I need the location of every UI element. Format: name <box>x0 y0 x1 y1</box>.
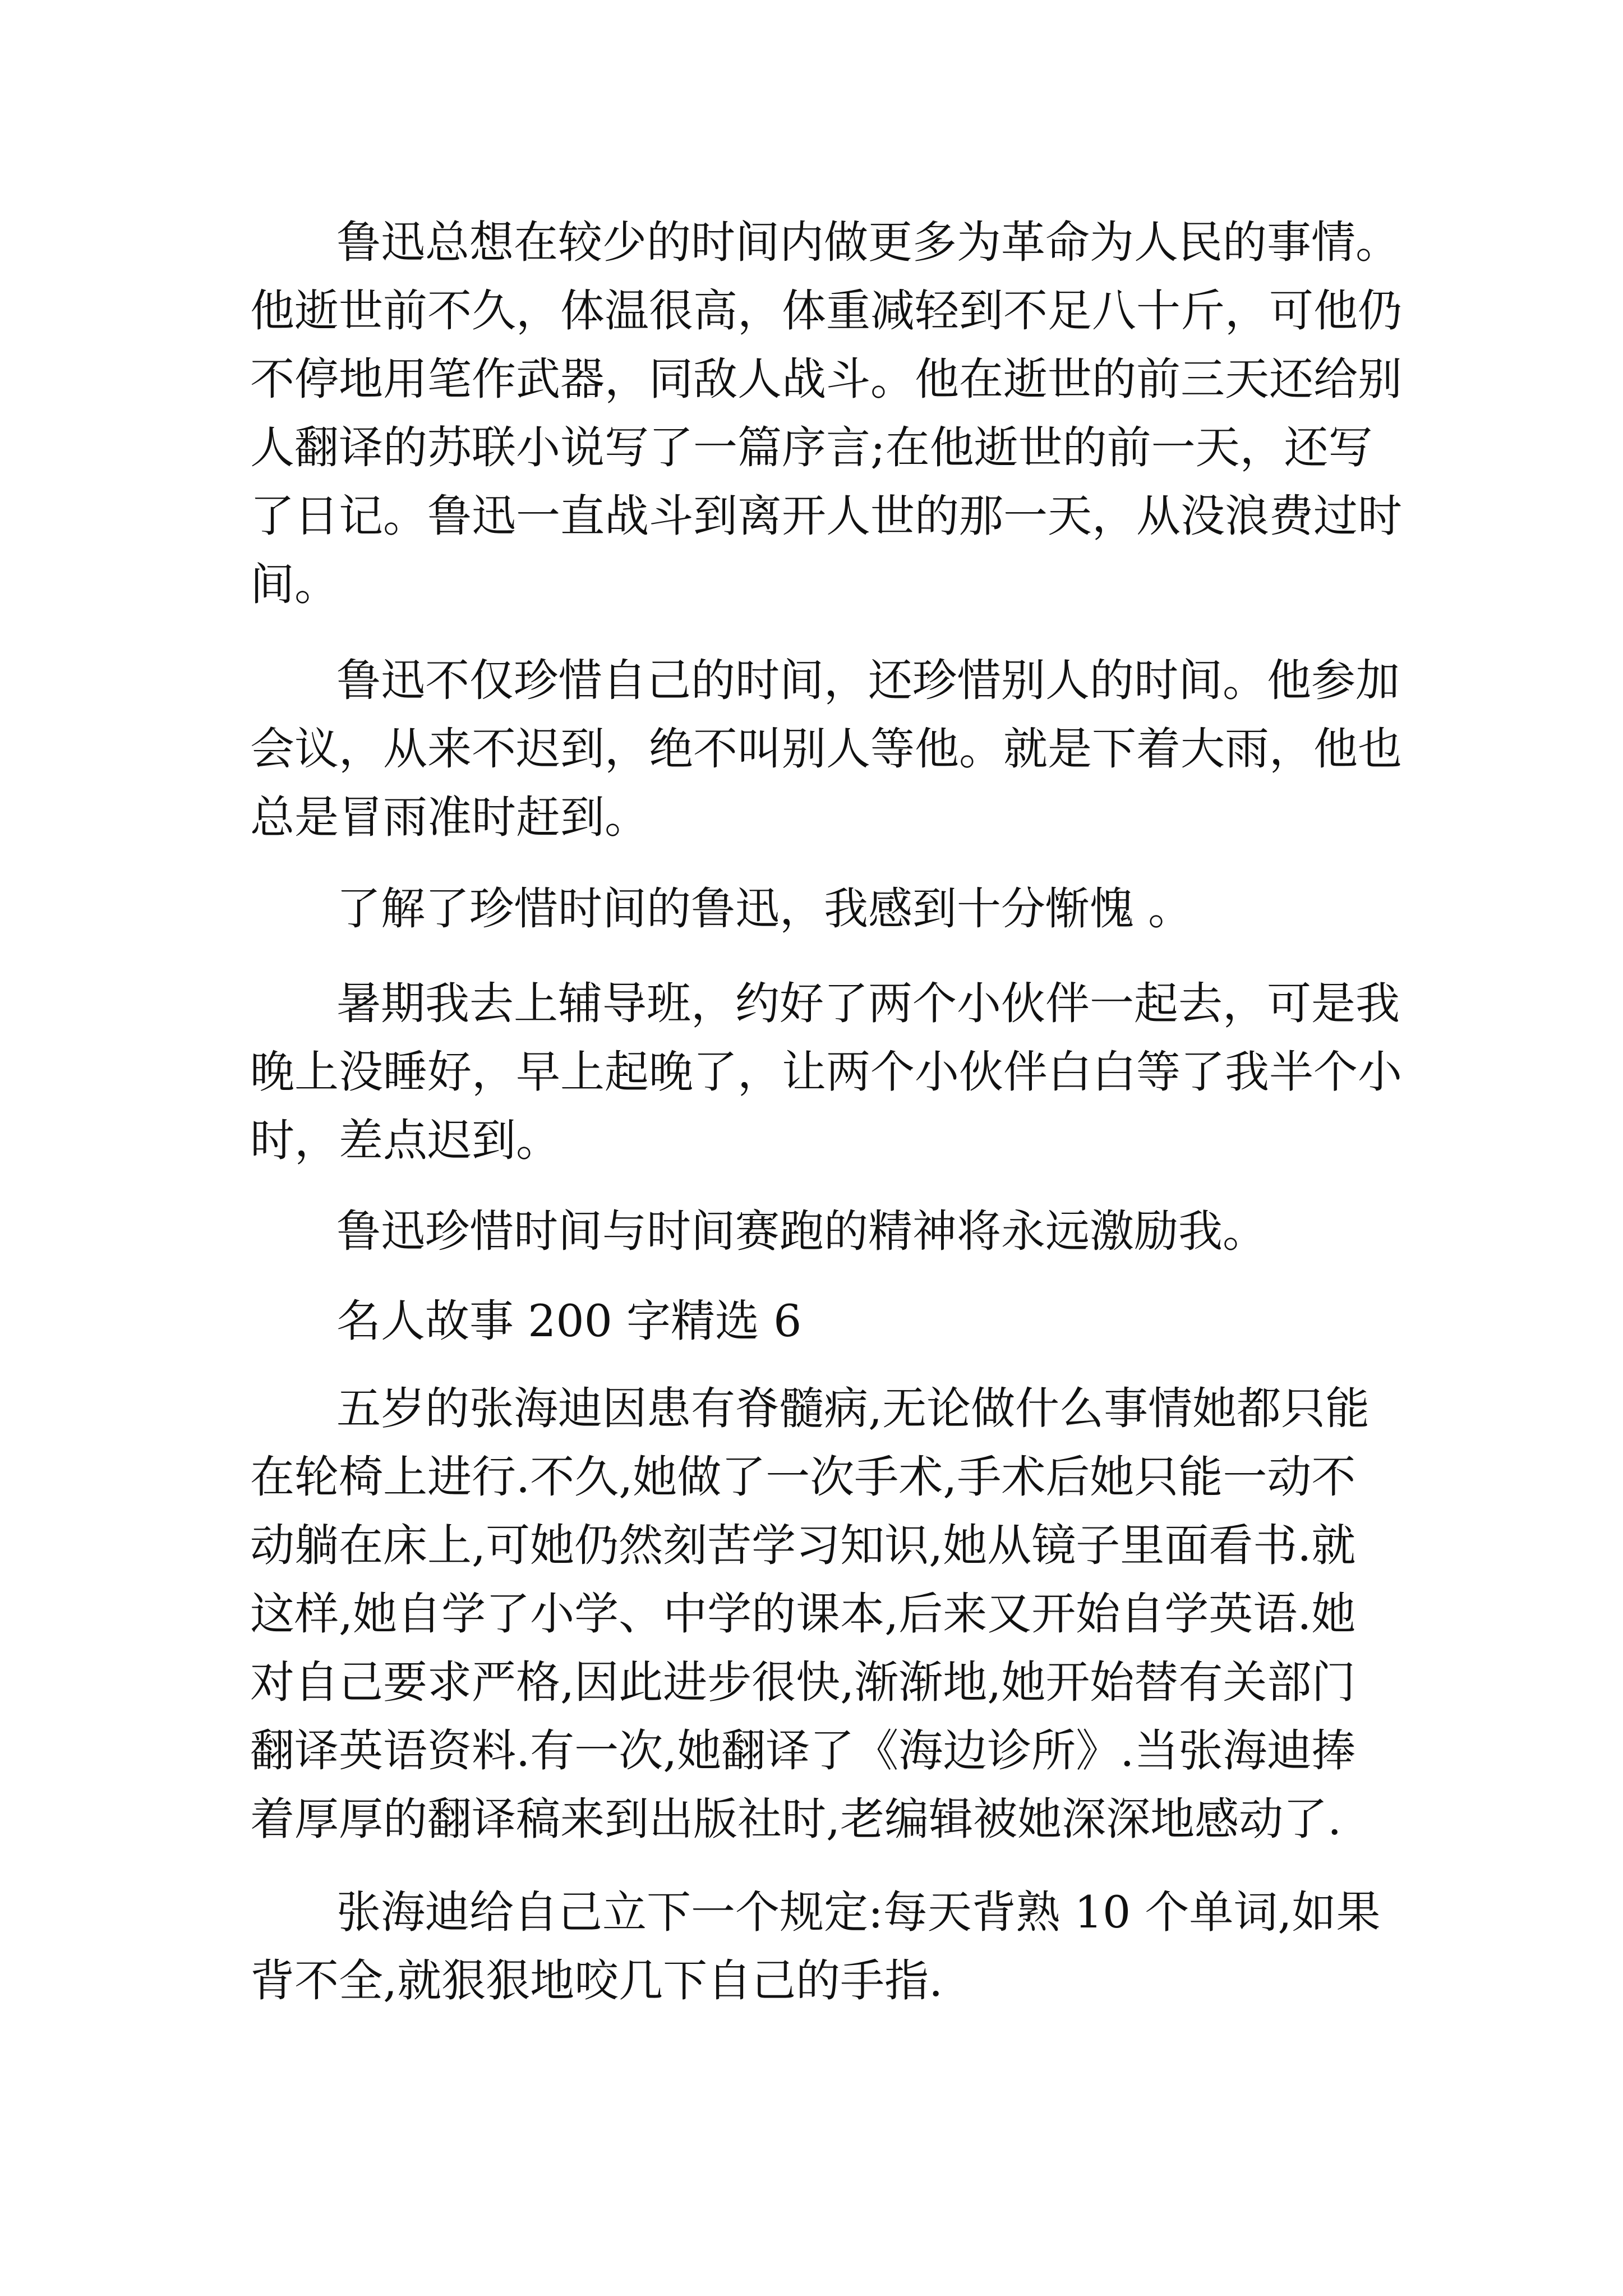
text-line: 着厚厚的翻译稿来到出版社时,老编辑被她深深地感动了. <box>250 1793 1342 1845</box>
text-line: 鲁迅总想在较少的时间内做更多为革命为人民的事情。 <box>336 217 1400 268</box>
text-line: 会议，从来不迟到，绝不叫别人等他。就是下着大雨，他也 <box>250 723 1402 775</box>
text-line: 在轮椅上进行.不久,她做了一次手术,手术后她只能一动不 <box>250 1451 1356 1503</box>
text-line: 晚上没睡好，早上起晚了，让两个小伙伴白白等了我半个小 <box>250 1046 1402 1098</box>
text-line: 动躺在床上,可她仍然刻苦学习知识,她从镜子里面看书.就 <box>250 1520 1356 1571</box>
text-line: 这样,她自学了小学、中学的课本,后来又开始自学英语.她 <box>250 1588 1356 1640</box>
text-line: 不停地用笔作武器，同敌人战斗。他在逝世的前三天还给别 <box>250 353 1402 405</box>
text-line: 时，差点迟到。 <box>250 1115 560 1166</box>
text-line: 人翻译的苏联小说写了一篇序言;在他逝世的前一天，还写 <box>250 422 1373 473</box>
text-line: 总是冒雨准时赶到。 <box>250 792 649 843</box>
text-line: 了日记。鲁迅一直战斗到离开人世的那一天，从没浪费过时 <box>250 490 1402 542</box>
text-line: 他逝世前不久，体温很高，体重减轻到不足八十斤，可他仍 <box>250 285 1402 337</box>
text-line: 翻译英语资料.有一次,她翻译了《海边诊所》.当张海迪捧 <box>250 1725 1356 1777</box>
text-line: 间。 <box>250 559 339 610</box>
text-line: 张海迪给自己立下一个规定:每天背熟 10 个单词,如果 <box>336 1887 1381 1938</box>
text-line: 背不全,就狠狠地咬几下自己的手指. <box>250 1955 943 2007</box>
section-heading: 名人故事 200 字精选 6 <box>336 1295 802 1347</box>
text-line: 对自己要求严格,因此进步很快,渐渐地,她开始替有关部门 <box>250 1657 1356 1708</box>
text-line: 鲁迅不仅珍惜自己的时间，还珍惜别人的时间。他参加 <box>336 655 1400 706</box>
text-line: 了解了珍惜时间的鲁迅，我感到十分惭愧 。 <box>336 883 1193 935</box>
text-line: 五岁的张海迪因患有脊髓病,无论做什么事情她都只能 <box>336 1383 1370 1434</box>
text-line: 暑期我去上辅导班，约好了两个小伙伴一起去，可是我 <box>336 978 1400 1029</box>
text-line: 鲁迅珍惜时间与时间赛跑的精神将永远激励我。 <box>336 1205 1267 1257</box>
